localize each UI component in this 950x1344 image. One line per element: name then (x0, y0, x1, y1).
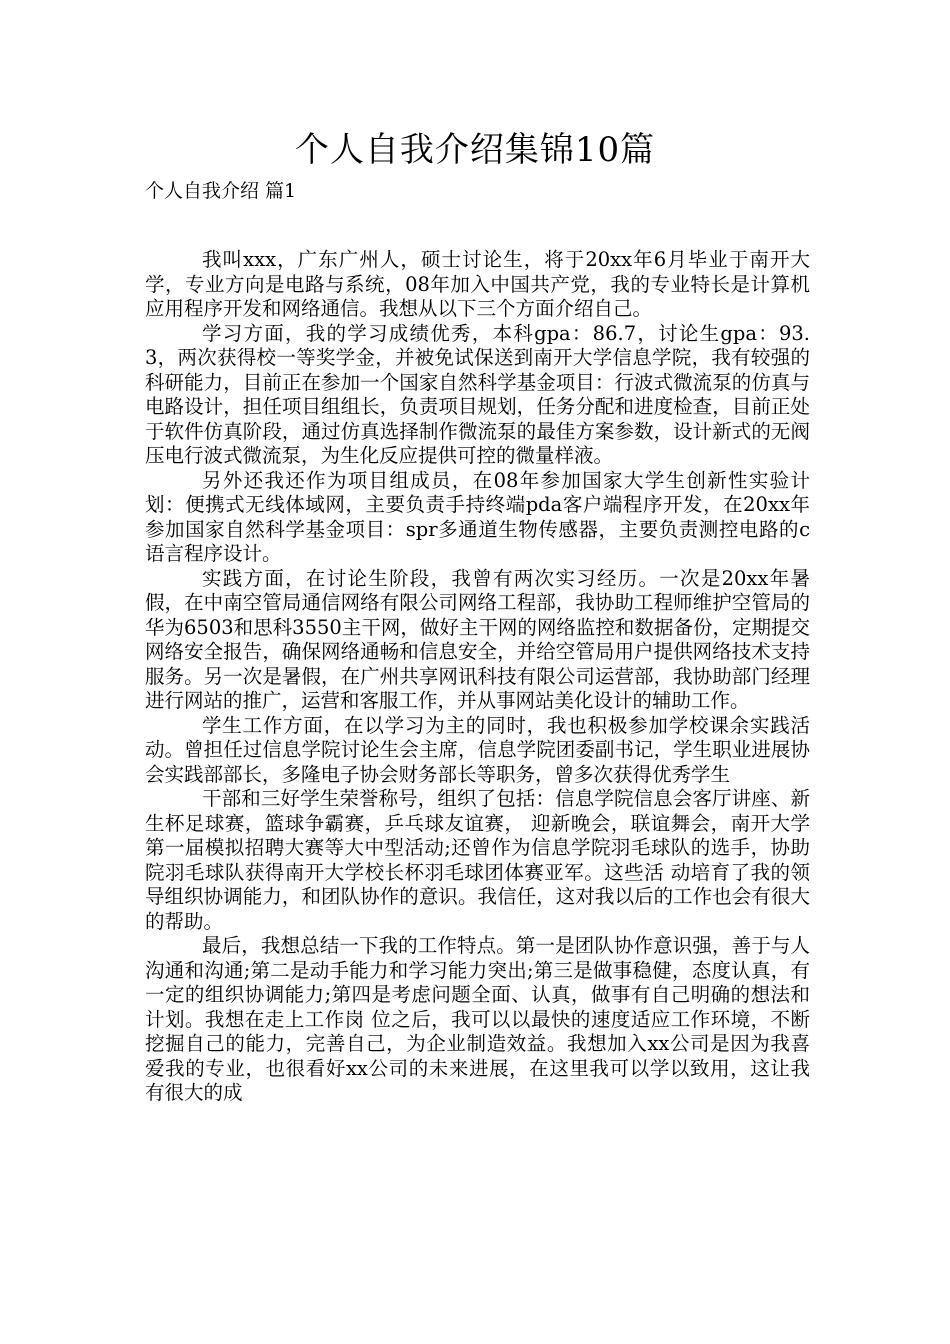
paragraph-study: 学习方面，我的学习成绩优秀，本科gpa：86.7，讨论生gpa：93.3，两次获得校一等奖学金，并被免试保送到南开大学信息学院，我有较强的科研能力，目前正在参加一个国家自然科学基金项目：行波式微流泵的仿真与电路设计，担任项目组组长，负责项目规划，任务分配和进度检查，目前正处于软件仿真阶段，通过仿真选择制作微流泵的最佳方案参数，设计新式的无阀压电行波式微流泵，为生化反应提供可控的微量样液。 (145, 321, 810, 467)
paragraph-summary: 最后，我想总结一下我的工作特点。第一是团队协作意识强，善于与人沟通和沟通;第二是动手能力和学习能力突出;第三是做事稳健，态度认真，有一定的组织协调能力;第四是考虑问题全面、认真，做事有自己明确的想法和计划。我想在走上工作岗 位之后，我可以以最快的速度适应工作环境，不断挖掘自己的能力，完善自己，为企业制造效益。我想加入xx公司是因为我喜爱我的专业，也很看好xx公司的未来进展，在这里我可以学以致用，这让我有很大的成 (145, 934, 810, 1104)
document-body (145, 248, 810, 1106)
paragraph-honors: 干部和三好学生荣誉称号，组织了包括：信息学院信息会客厅讲座、新生杯足球赛，篮球争霸赛，乒乓球友谊赛， 迎新晚会，联谊舞会，南开大学第一届模拟招聘大赛等大中型活动;还曾作为信息学院羽毛球队的选手，协助院羽毛球队获得南开大学校长杯羽毛球团体赛亚军。这些活 动培育了我的领导组织协调能力，和团队协作的意识。我信任，这对我以后的工作也会有很大的帮助。 (145, 787, 810, 933)
section-heading: 个人自我介绍 篇1 (145, 180, 297, 202)
paragraph-projects: 另外还我还作为项目组成员，在08年参加国家大学生创新性实验计划：便携式无线体域网，主要负责手持终端pda客户端程序开发，在20xx年参加国家自然科学基金项目：spr多通道生物传感器，主要负责测控电路的c语言程序设计。 (145, 468, 810, 565)
paragraph-student-work: 学生工作方面，在以学习为主的同时，我也积极参加学校课余实践活动。曾担任过信息学院讨论生会主席，信息学院团委副书记，学生职业进展协会实践部部长，多隆电子协会财务部长等职务，曾多次获得优秀学生 (145, 713, 810, 786)
paragraph-practice: 实践方面，在讨论生阶段，我曾有两次实习经历。一次是20xx年暑假，在中南空管局通信网络有限公司网络工程部，我协助工程师维护空管局的华为6503和思科3550主干网，做好主干网的网络监控和数据备份，定期提交网络安全报告，确保网络通畅和信息安全，并给空管局用户提供网络技术支持服务。另一次是暑假，在广州共享网讯科技有限公司运营部，我协助部门经理进行网站的推广，运营和客服工作，并从事网站美化设计的辅助工作。 (145, 566, 810, 712)
paragraph-intro: 我叫xxx，广东广州人，硕士讨论生，将于20xx年6月毕业于南开大学，专业方向是电路与系统，08年加入中国共产党，我的专业特长是计算机应用程序开发和网络通信。我想从以下三个方面介绍自己。 (145, 248, 810, 320)
document-title: 个人自我介绍集锦10篇 (294, 130, 656, 170)
